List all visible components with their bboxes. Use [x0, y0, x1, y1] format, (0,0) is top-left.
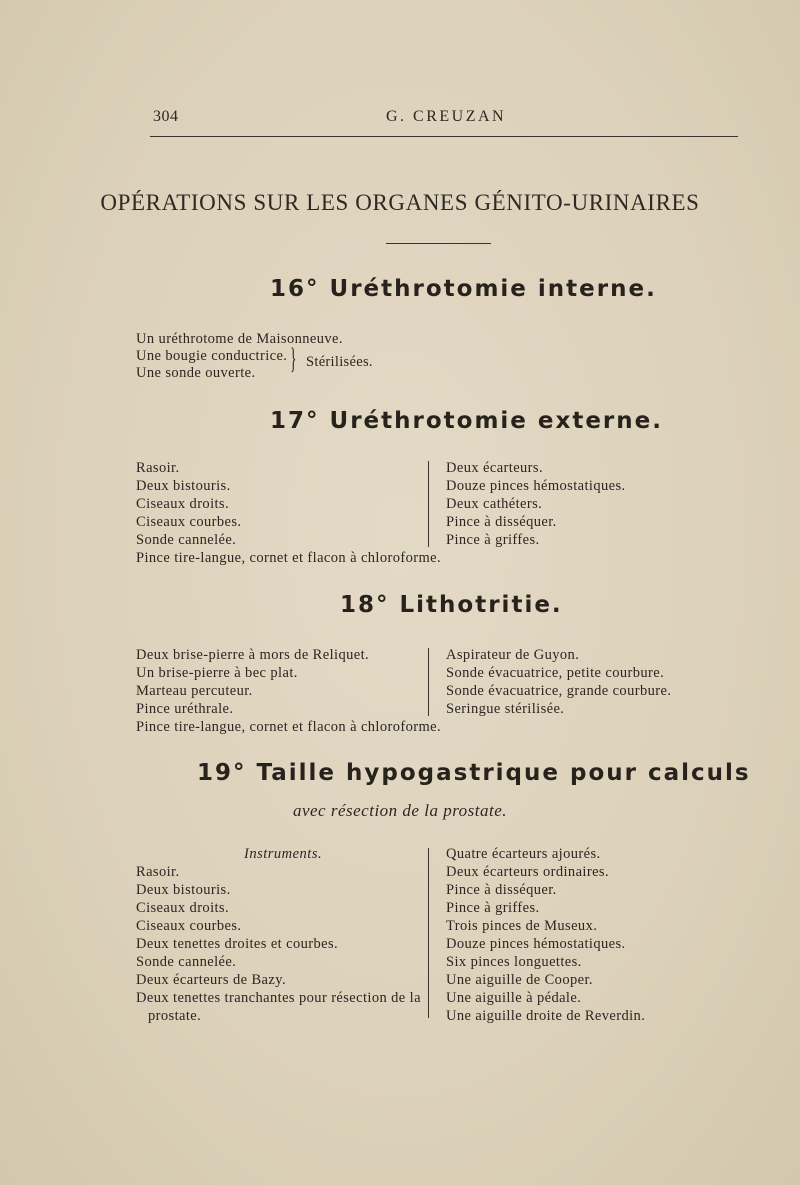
list-item: Sonde évacuatrice, petite courbure.: [446, 665, 665, 681]
list-item: Ciseaux courbes.: [136, 514, 242, 530]
list-item: Sonde évacuatrice, grande courbure.: [446, 683, 672, 699]
column-divider: [428, 848, 429, 1018]
list-item: Ciseaux droits.: [136, 496, 229, 512]
list-item: Une aiguille de Cooper.: [446, 972, 593, 988]
section-title: OPÉRATIONS SUR LES ORGANES GÉNITO-URINAIRES: [100, 190, 700, 215]
list-item: Deux écarteurs.: [446, 460, 543, 476]
list-item: Une bougie conductrice.: [136, 348, 288, 364]
list-item: Quatre écarteurs ajourés.: [446, 846, 601, 862]
list-item: Deux tenettes droites et courbes.: [136, 936, 339, 952]
subheading-19: avec résection de la prostate.: [292, 801, 508, 820]
running-head: [150, 108, 738, 130]
list-item: Pince à griffes.: [446, 900, 540, 916]
list-item: Deux cathéters.: [446, 496, 543, 512]
brace-label: Stérilisées.: [306, 354, 373, 370]
heading-18: 18° Lithotritie.: [340, 592, 563, 618]
list-right-18: [446, 646, 671, 718]
list-item: Pince à disséquer.: [446, 514, 557, 530]
header-rule: [150, 136, 738, 137]
heading-16: 16° Uréthrotomie interne.: [270, 276, 657, 302]
heading-17: 17° Uréthrotomie externe.: [270, 408, 663, 434]
list-item: Sonde cannelée.: [136, 532, 237, 548]
list-item-continuation: prostate.: [148, 1008, 202, 1024]
list-left-19: [136, 863, 421, 1025]
title-divider: [386, 243, 491, 244]
instruments-title: Instruments.: [244, 846, 323, 862]
list-right-19: [446, 845, 645, 1025]
list-item: Une aiguille à pédale.: [446, 990, 582, 1006]
column-divider: [428, 648, 429, 716]
list-right-17: [446, 459, 626, 549]
list-item: Deux écarteurs de Bazy.: [136, 972, 286, 988]
list-item: Seringue stérilisée.: [446, 701, 565, 717]
list-item: Trois pinces de Museux.: [446, 918, 598, 934]
list-item: Ciseaux droits.: [136, 900, 229, 916]
brace-symbol: }: [290, 342, 297, 375]
page-number: 304: [153, 108, 179, 125]
list-footer: Pince tire-langue, cornet et flacon à chloroforme.: [136, 550, 442, 566]
list-item: Rasoir.: [136, 864, 180, 880]
list-item: Une aiguille droite de Reverdin.: [446, 1008, 646, 1024]
list-left-17: [136, 459, 441, 567]
list-item: Ciseaux courbes.: [136, 918, 242, 934]
column-divider: [428, 461, 429, 547]
list-item: Douze pinces hémostatiques.: [446, 478, 626, 494]
list-item: Deux bistouris.: [136, 882, 231, 898]
list-item: Pince à griffes.: [446, 532, 540, 548]
list-item: Marteau percuteur.: [136, 683, 253, 699]
list-item: Douze pinces hémostatiques.: [446, 936, 626, 952]
heading-19: 19° Taille hypogastrique pour calculs: [197, 760, 751, 786]
list-item: Pince à disséquer.: [446, 882, 557, 898]
list-item: Deux écarteurs ordinaires.: [446, 864, 609, 880]
list-item: Deux tenettes tranchantes pour résection de la: [136, 990, 421, 1006]
list-item: Pince uréthrale.: [136, 701, 234, 717]
list-item: Sonde cannelée.: [136, 954, 237, 970]
list-item: Rasoir.: [136, 460, 180, 476]
list-item: Deux bistouris.: [136, 478, 231, 494]
list-item: Une sonde ouverte.: [136, 365, 256, 381]
list-item: Un brise-pierre à bec plat.: [136, 665, 298, 681]
author-name: G. CREUZAN: [386, 108, 507, 125]
list-item: Aspirateur de Guyon.: [446, 647, 580, 663]
list-item: Deux brise-pierre à mors de Reliquet.: [136, 647, 370, 663]
list-item: Six pinces longuettes.: [446, 954, 582, 970]
list-footer: Pince tire-langue, cornet et flacon à chloroforme.: [136, 719, 442, 735]
list-left-18: [136, 646, 441, 736]
list-item: Un uréthrotome de Maisonneuve.: [136, 331, 343, 347]
